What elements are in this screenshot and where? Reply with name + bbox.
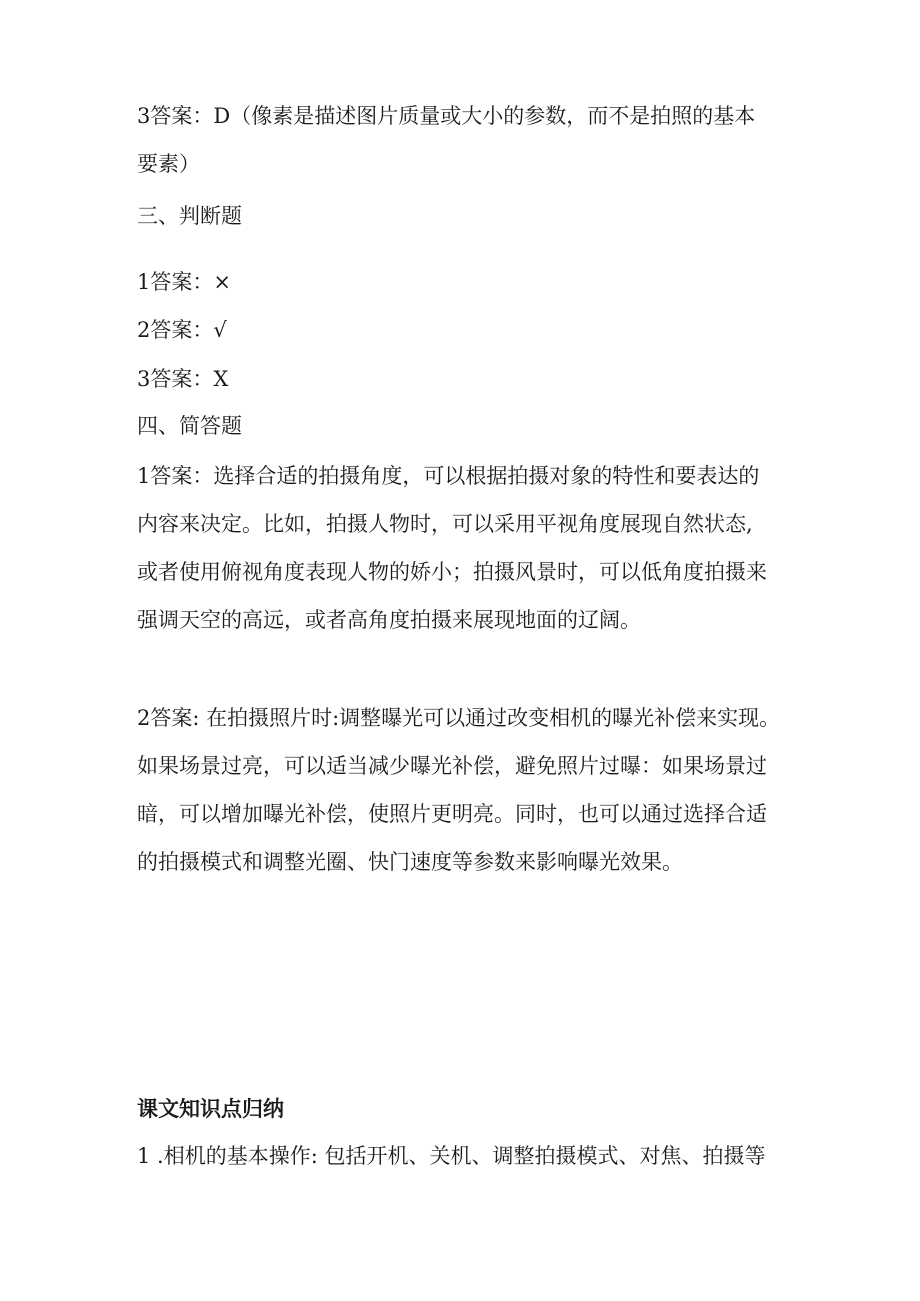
tf-answer-3: 3答案：X — [137, 367, 229, 391]
tf-answer-1: 1答案：× — [137, 270, 231, 294]
section-heading-knowledge-summary: 课文知识点归纳 — [137, 1097, 284, 1121]
section-heading-short-answer: 四、简答题 — [137, 414, 242, 438]
short-answer-2-line-1: 2答案: 在拍摄照片时:调整曝光可以通过改变相机的曝光补偿来实现。 — [137, 706, 781, 730]
tf-answer-2: 2答案：√ — [137, 318, 227, 342]
short-answer-2-line-2: 如果场景过亮，可以适当减少曝光补偿，避免照片过曝：如果场景过 — [137, 754, 767, 778]
short-answer-1-line-4: 强调天空的高远，或者高角度拍摄来展现地面的辽阔。 — [137, 608, 641, 632]
choice-answer-3-line-1: 3答案：D（像素是描述图片质量或大小的参数，而不是拍照的基本 — [137, 104, 756, 128]
short-answer-2-line-3: 暗，可以增加曝光补偿，使照片更明亮。同时，也可以通过选择合适 — [137, 802, 767, 826]
short-answer-2-line-4: 的拍摄模式和调整光圈、快门速度等参数来影响曝光效果。 — [137, 850, 683, 874]
knowledge-point-1: 1 .相机的基本操作: 包括开机、关机、调整拍摄模式、对焦、拍摄等 — [137, 1144, 766, 1168]
choice-answer-3-line-2: 要素） — [137, 152, 200, 176]
short-answer-1-line-2: 内容来决定。比如，拍摄人物时，可以采用平视角度展现自然状态, — [137, 512, 753, 536]
short-answer-1-line-1: 1答案：选择合适的拍摄角度，可以根据拍摄对象的特性和要表达的 — [137, 464, 760, 488]
short-answer-1-line-3: 或者使用俯视角度表现人物的娇小；拍摄风景时，可以低角度拍摄来 — [137, 560, 767, 584]
section-heading-true-false: 三、判断题 — [137, 204, 242, 228]
